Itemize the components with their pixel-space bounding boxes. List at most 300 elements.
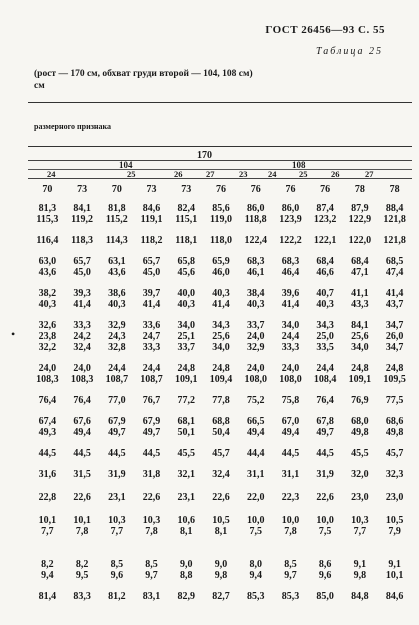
cell-value: 108,7 [140, 374, 163, 385]
table-cell [169, 288, 204, 310]
cell-value: 32,2 [38, 342, 57, 353]
cell-value: 82,7 [212, 591, 230, 602]
cell-value: 7,7 [41, 526, 54, 537]
table-cell [204, 559, 239, 581]
cell-value: 10,1 [385, 570, 404, 581]
cell-value: 9,0 [180, 559, 193, 570]
cell-value: 76,7 [142, 395, 161, 406]
table-cell [65, 256, 100, 278]
table-cell [377, 395, 412, 406]
cell-value: 33,5 [316, 342, 334, 353]
table-cell [65, 559, 100, 581]
table-cell [134, 515, 169, 537]
cell-value: 9,1 [388, 559, 401, 570]
cell-value: 68,5 [385, 256, 404, 267]
cell-value: 32,6 [38, 320, 57, 331]
cell-value: 8,2 [41, 559, 54, 570]
cell-value: 7,8 [145, 526, 158, 537]
table-cell [238, 203, 273, 225]
cell-value: 41,1 [351, 288, 369, 299]
cell-value: 68,0 [351, 416, 369, 427]
table-cell [30, 363, 65, 385]
cell-value: 65,9 [212, 256, 230, 267]
cell-value: 84,1 [351, 320, 369, 331]
cell-value: 73 [77, 184, 88, 195]
table-cell [134, 320, 169, 353]
cell-value: 65,7 [142, 256, 161, 267]
table-cell [308, 320, 343, 353]
table-cell [204, 448, 239, 459]
cell-value: 77,0 [108, 395, 126, 406]
cell-value: 41,4 [142, 299, 161, 310]
table-cell [377, 448, 412, 459]
table-cell [169, 515, 204, 537]
cell-value: 84,8 [351, 591, 369, 602]
table-cell [99, 515, 134, 537]
table-cell [99, 469, 134, 480]
cell-value: 50,4 [212, 427, 230, 438]
cell-value: 67,9 [142, 416, 161, 427]
table-cell [169, 184, 204, 195]
cell-value: 47,4 [385, 267, 404, 278]
header-rule [28, 146, 412, 147]
cell-value: 118,2 [140, 235, 163, 246]
cell-value: 23,0 [351, 492, 369, 503]
table-cell [99, 448, 134, 459]
table-cell [238, 235, 273, 246]
cell-value: 38,2 [38, 288, 57, 299]
cell-value: 22,6 [142, 492, 161, 503]
cell-value: 76 [285, 184, 296, 195]
cell-value: 9,6 [110, 570, 124, 581]
table-cell [134, 235, 169, 246]
cell-value: 24,0 [246, 331, 265, 342]
subgroup-header: 24 [268, 169, 277, 179]
table-cell [308, 203, 343, 225]
cell-value: 31,8 [142, 469, 161, 480]
table-cell [65, 395, 100, 406]
cell-value: 76 [250, 184, 261, 195]
cell-value: 49,4 [73, 427, 91, 438]
cell-value: 33,3 [142, 342, 161, 353]
cell-value: 40,3 [316, 299, 334, 310]
table-unit: см [34, 81, 45, 91]
table-cell [343, 395, 378, 406]
table-cell [30, 515, 65, 537]
table-cell [273, 184, 308, 195]
cell-value: 8,6 [318, 559, 332, 570]
table-cell [343, 416, 378, 438]
cell-value: 43,7 [385, 299, 404, 310]
cell-value: 84,1 [73, 203, 91, 214]
table-cell [238, 288, 273, 310]
table-cell [377, 288, 412, 310]
cell-value: 108,7 [105, 374, 129, 385]
cell-value: 76,4 [316, 395, 334, 406]
cell-value: 68,3 [281, 256, 300, 267]
table-cell [308, 559, 343, 581]
table-cell [343, 363, 378, 385]
table-cell [377, 235, 412, 246]
cell-value: 86,0 [281, 203, 300, 214]
cell-value: 67,0 [281, 416, 300, 427]
cell-value: 77,5 [385, 395, 404, 406]
table-cell [273, 492, 308, 503]
cell-value: 82,9 [177, 591, 196, 602]
cell-value: 24,0 [246, 363, 265, 374]
cell-value: 68,4 [351, 256, 369, 267]
cell-value: 76 [320, 184, 331, 195]
cell-value: 31,6 [38, 469, 57, 480]
cell-value: 10,3 [142, 515, 161, 526]
cell-value: 39,3 [73, 288, 91, 299]
table-cell [343, 203, 378, 225]
measurement-table [30, 176, 412, 602]
cell-value: 10,0 [316, 515, 334, 526]
cell-value: 108,0 [244, 374, 267, 385]
table-cell [343, 288, 378, 310]
cell-value: 63,1 [108, 256, 126, 267]
cell-value: 68,4 [316, 256, 334, 267]
cell-value: 10,1 [38, 515, 57, 526]
table-cell [30, 203, 65, 225]
table-cell [377, 256, 412, 278]
cell-value: 10,6 [177, 515, 196, 526]
subgroup-header: 23 [239, 169, 248, 179]
table-cell [273, 235, 308, 246]
table-cell [238, 515, 273, 537]
cell-value: 9,7 [145, 570, 158, 581]
table-cell [169, 559, 204, 581]
table-cell [30, 288, 65, 310]
table-cell [377, 203, 412, 225]
cell-value: 85,0 [316, 591, 334, 602]
table-cell [273, 469, 308, 480]
table-cell [65, 363, 100, 385]
cell-value: 22,6 [212, 492, 230, 503]
cell-value: 9,4 [249, 570, 262, 581]
cell-value: 123,2 [313, 214, 337, 225]
table-cell [377, 591, 412, 602]
table-cell [169, 469, 204, 480]
cell-value: 9,7 [284, 570, 297, 581]
cell-value: 85,3 [246, 591, 265, 602]
cell-value: 38,4 [246, 288, 265, 299]
cell-value: 33,7 [246, 320, 265, 331]
cell-value: 122,2 [279, 235, 302, 246]
cell-value: 76 [215, 184, 226, 195]
cell-value: 7,8 [284, 526, 297, 537]
cell-value: 7,7 [110, 526, 124, 537]
table-cell [204, 256, 239, 278]
cell-value: 24,0 [73, 363, 91, 374]
cell-value: 10,3 [108, 515, 126, 526]
cell-value: 46,0 [212, 267, 230, 278]
cell-value: 9,4 [41, 570, 54, 581]
table-cell [273, 416, 308, 438]
cell-value: 32,1 [177, 469, 196, 480]
cell-value: 73 [181, 184, 192, 195]
cell-value: 33,3 [73, 320, 91, 331]
chest-group-rule [28, 169, 412, 170]
table-cell [204, 492, 239, 503]
table-cell [65, 288, 100, 310]
cell-value: 45,7 [212, 448, 230, 459]
cell-value: 10,1 [73, 515, 91, 526]
table-cell [65, 416, 100, 438]
cell-value: 22,6 [316, 492, 334, 503]
table-cell [30, 416, 65, 438]
cell-value: 31,9 [108, 469, 126, 480]
cell-value: 33,7 [177, 342, 196, 353]
cell-value: 108,3 [36, 374, 59, 385]
table-cell [99, 363, 134, 385]
table-cell [308, 395, 343, 406]
cell-value: 31,1 [246, 469, 265, 480]
subgroup-header: 26 [331, 169, 340, 179]
cell-value: 24,4 [142, 363, 161, 374]
cell-value: 24,0 [281, 363, 300, 374]
cell-value: 119,2 [71, 214, 94, 225]
table-cell [273, 256, 308, 278]
table-cell [343, 559, 378, 581]
cell-value: 8,5 [145, 559, 158, 570]
table-cell [99, 235, 134, 246]
subgroup-header: 25 [127, 169, 136, 179]
cell-value: 8,5 [110, 559, 124, 570]
cell-value: 118,1 [175, 235, 198, 246]
cell-value: 67,6 [73, 416, 91, 427]
cell-value: 32,9 [108, 320, 126, 331]
table-cell [30, 256, 65, 278]
cell-value: 118,0 [210, 235, 232, 246]
cell-value: 40,3 [246, 299, 265, 310]
subgroup-header: 25 [299, 169, 308, 179]
table-cell [238, 559, 273, 581]
cell-value: 81,3 [38, 203, 57, 214]
margin-mark: • [11, 327, 16, 341]
cell-value: 119,1 [140, 214, 163, 225]
table-cell [30, 559, 65, 581]
table-label: Таблица 25 [316, 46, 383, 57]
cell-value: 87,9 [351, 203, 369, 214]
table-cell [30, 320, 65, 353]
subgroup-header: 26 [174, 169, 183, 179]
cell-value: 7,9 [388, 526, 401, 537]
cell-value: 109,1 [348, 374, 372, 385]
table-cell [134, 184, 169, 195]
table-cell [204, 469, 239, 480]
cell-value: 39,7 [142, 288, 161, 299]
table-cell [65, 492, 100, 503]
table-cell [30, 235, 65, 246]
cell-value: 7,5 [318, 526, 332, 537]
cell-value: 34,7 [385, 320, 404, 331]
table-cell [377, 416, 412, 438]
cell-value: 38,6 [108, 288, 126, 299]
table-cell [204, 288, 239, 310]
cell-value: 108,3 [70, 374, 94, 385]
table-cell [238, 184, 273, 195]
cell-value: 46,1 [246, 267, 265, 278]
cell-value: 77,2 [177, 395, 196, 406]
table-cell [134, 492, 169, 503]
table-cell [169, 320, 204, 353]
cell-value: 115,2 [105, 214, 128, 225]
cell-value: 78 [389, 184, 400, 195]
table-cell [99, 203, 134, 225]
table-cell [343, 515, 378, 537]
cell-value: 32,9 [246, 342, 265, 353]
subgroup-header: 27 [206, 169, 215, 179]
table-cell [169, 492, 204, 503]
table-cell [377, 469, 412, 480]
cell-value: 49,7 [108, 427, 126, 438]
table-cell [65, 320, 100, 353]
cell-value: 9,8 [353, 570, 367, 581]
cell-value: 9,0 [214, 559, 228, 570]
table-cell [343, 469, 378, 480]
cell-value: 24,4 [316, 363, 334, 374]
table-cell [65, 448, 100, 459]
cell-value: 10,3 [351, 515, 369, 526]
cell-value: 9,5 [75, 570, 89, 581]
table-cell [308, 184, 343, 195]
table-cell [238, 448, 273, 459]
cell-value: 34,0 [212, 342, 230, 353]
cell-value: 122,1 [313, 235, 337, 246]
table-cell [169, 448, 204, 459]
cell-value: 40,3 [38, 299, 57, 310]
table-cell [65, 515, 100, 537]
table-cell [343, 256, 378, 278]
cell-value: 84,6 [385, 591, 404, 602]
table-cell [134, 448, 169, 459]
cell-value: 81,8 [108, 203, 126, 214]
height-rule [28, 160, 412, 161]
cell-value: 8,0 [249, 559, 262, 570]
table-cell [99, 184, 134, 195]
table-cell [377, 515, 412, 537]
cell-value: 114,3 [105, 235, 128, 246]
table-cell [238, 320, 273, 353]
table-cell [377, 184, 412, 195]
cell-value: 81,2 [108, 591, 126, 602]
cell-value: 123,9 [279, 214, 302, 225]
cell-value: 49,8 [351, 427, 369, 438]
cell-value: 7,5 [249, 526, 262, 537]
cell-value: 109,5 [383, 374, 406, 385]
cell-value: 68,6 [385, 416, 404, 427]
cell-value: 10,0 [281, 515, 300, 526]
cell-value: 45,0 [142, 267, 161, 278]
table-cell [273, 448, 308, 459]
cell-value: 122,4 [244, 235, 267, 246]
cell-value: 23,1 [177, 492, 196, 503]
table-cell [134, 363, 169, 385]
cell-value: 23,0 [385, 492, 404, 503]
table-cell [273, 320, 308, 353]
cell-value: 34,7 [385, 342, 404, 353]
cell-value: 45,6 [177, 267, 196, 278]
cell-value: 40,3 [177, 299, 196, 310]
table-cell [238, 395, 273, 406]
cell-value: 68,8 [212, 416, 230, 427]
table-cell [99, 591, 134, 602]
cell-value: 31,5 [73, 469, 91, 480]
cell-value: 40,3 [108, 299, 126, 310]
table-cell [134, 203, 169, 225]
cell-value: 44,5 [73, 448, 91, 459]
cell-value: 83,1 [142, 591, 161, 602]
table-cell [30, 395, 65, 406]
cell-value: 68,3 [246, 256, 265, 267]
cell-value: 41,4 [212, 299, 230, 310]
cell-value: 44,5 [38, 448, 57, 459]
cell-value: 68,1 [177, 416, 196, 427]
table-cell [99, 320, 134, 353]
table-cell [30, 184, 65, 195]
cell-value: 122,9 [348, 214, 372, 225]
table-cell [169, 591, 204, 602]
table-cell [343, 184, 378, 195]
table-cell [343, 591, 378, 602]
table-cell [99, 288, 134, 310]
table-cell [204, 203, 239, 225]
cell-value: 24,8 [351, 363, 369, 374]
table-cell [65, 184, 100, 195]
cell-value: 32,4 [73, 342, 91, 353]
table-top-rule [28, 102, 412, 103]
cell-value: 121,8 [383, 214, 406, 225]
cell-value: 44,5 [316, 448, 334, 459]
cell-value: 24,8 [385, 363, 404, 374]
table-cell [308, 256, 343, 278]
table-cell [377, 492, 412, 503]
cell-value: 24,8 [212, 363, 230, 374]
cell-value: 109,1 [175, 374, 198, 385]
cell-value: 84,6 [142, 203, 161, 214]
cell-value: 43,3 [351, 299, 369, 310]
chest-group-108: 108 [292, 160, 306, 170]
cell-value: 7,7 [353, 526, 367, 537]
cell-value: 83,3 [73, 591, 91, 602]
cell-value: 24,4 [281, 331, 300, 342]
chest-group-104: 104 [119, 160, 133, 170]
table-cell [99, 395, 134, 406]
cell-value: 85,3 [281, 591, 300, 602]
cell-value: 44,4 [246, 448, 265, 459]
cell-value: 9,6 [318, 570, 332, 581]
table-cell [238, 469, 273, 480]
cell-value: 78 [354, 184, 365, 195]
cell-value: 25,0 [316, 331, 334, 342]
cell-value: 63,0 [38, 256, 57, 267]
table-cell [273, 203, 308, 225]
cell-value: 45,0 [73, 267, 91, 278]
cell-value: 118,3 [71, 235, 94, 246]
subgroup-header: 27 [365, 169, 374, 179]
cell-value: 32,4 [212, 469, 230, 480]
cell-value: 75,2 [246, 395, 265, 406]
cell-value: 108,4 [313, 374, 337, 385]
cell-value: 76,9 [351, 395, 369, 406]
cell-value: 50,1 [177, 427, 196, 438]
cell-value: 47,1 [351, 267, 369, 278]
cell-value: 46,6 [316, 267, 334, 278]
table-cell [238, 591, 273, 602]
cell-value: 40,0 [177, 288, 196, 299]
